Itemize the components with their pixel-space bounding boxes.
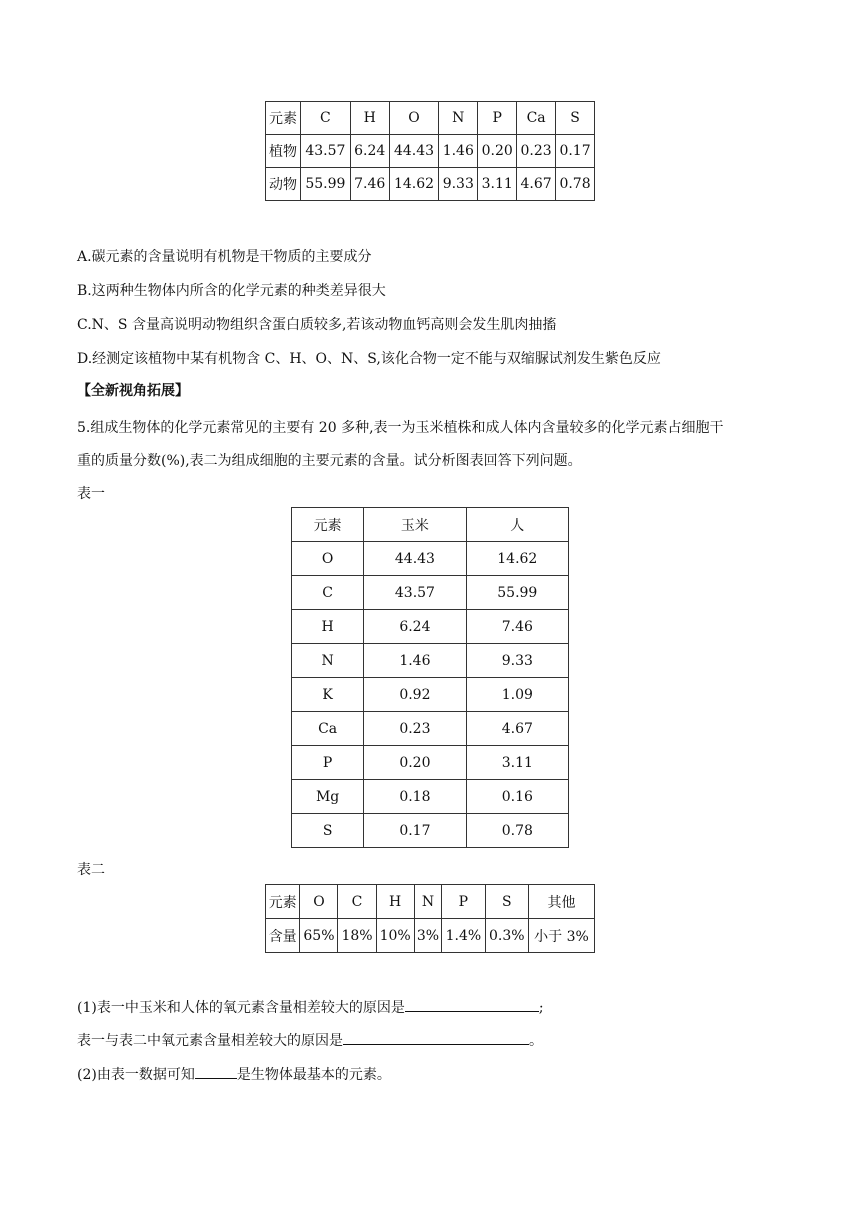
punctuation: 。	[529, 1033, 543, 1049]
table-cell: N	[292, 644, 364, 678]
table-cell: 1.4%	[442, 919, 485, 953]
table-cell: N	[439, 102, 478, 135]
table-row	[292, 678, 569, 712]
table-cell: P	[442, 885, 485, 919]
table-cell: 43.57	[364, 576, 466, 610]
question-text: 是生物体最基本的元素。	[236, 1067, 391, 1083]
table-cell: O	[389, 102, 439, 135]
table-cell: C	[338, 885, 376, 919]
table-cell: 4.67	[466, 712, 568, 746]
table-row	[292, 712, 569, 746]
table-cell: 植物	[266, 135, 301, 168]
table-cell: 4.67	[517, 168, 556, 201]
table-cell: K	[292, 678, 364, 712]
table-cell: 9.33	[466, 644, 568, 678]
question-1-part-b	[77, 1030, 543, 1051]
table-header-row	[266, 102, 595, 135]
table-cell: 10%	[376, 919, 414, 953]
table-row	[266, 135, 595, 168]
table-cell: 9.33	[439, 168, 478, 201]
table-cell: H	[292, 610, 364, 644]
table-cell: 动物	[266, 168, 301, 201]
question-1-part-a	[77, 997, 544, 1018]
question-text: (1)表一中玉米和人体的氧元素含量相差较大的原因是	[77, 1000, 405, 1016]
table-cell: O	[292, 542, 364, 576]
table-cell: S	[292, 814, 364, 848]
section-title: 【全新视角拓展】	[77, 383, 189, 399]
question-5-line-2: 重的质量分数(%),表二为组成细胞的主要元素的含量。试分析图表回答下列问题。	[77, 453, 582, 469]
element-table-plant-animal	[265, 101, 595, 201]
table-cell: 0.18	[364, 780, 466, 814]
element-table-corn-human	[291, 507, 569, 848]
question-5-line-1: 5.组成生物体的化学元素常见的主要有 20 多种,表一为玉米植株和成人体内含量较多的化学元素占细胞干	[77, 420, 724, 436]
table-cell: N	[414, 885, 442, 919]
question-text: (2)由表一数据可知	[77, 1067, 195, 1083]
table-2-caption: 表二	[77, 862, 105, 878]
element-content-table	[265, 884, 595, 953]
table-cell: O	[300, 885, 338, 919]
table-cell: 0.23	[517, 135, 556, 168]
table-row	[266, 168, 595, 201]
answer-blank[interactable]	[195, 1064, 237, 1079]
table-cell: 含量	[266, 919, 300, 953]
table-cell: 小于 3%	[528, 919, 594, 953]
option-a: A.碳元素的含量说明有机物是干物质的主要成分	[77, 249, 372, 265]
table-cell: 玉米	[364, 508, 466, 542]
table-cell: H	[376, 885, 414, 919]
option-b: B.这两种生物体内所含的化学元素的种类差异很大	[77, 283, 386, 299]
table-header-row	[266, 885, 595, 919]
table-cell: 6.24	[364, 610, 466, 644]
table-cell: 0.20	[478, 135, 517, 168]
table-cell: 元素	[292, 508, 364, 542]
table-cell: 0.92	[364, 678, 466, 712]
table-cell: 1.46	[364, 644, 466, 678]
table-cell: 7.46	[466, 610, 568, 644]
table-cell: 1.46	[439, 135, 478, 168]
table-cell: C	[301, 102, 351, 135]
table-cell: 0.17	[556, 135, 595, 168]
table-cell: P	[292, 746, 364, 780]
table-cell: 14.62	[389, 168, 439, 201]
table-cell: 55.99	[301, 168, 351, 201]
table-cell: S	[556, 102, 595, 135]
table-cell: P	[478, 102, 517, 135]
table-cell: Mg	[292, 780, 364, 814]
table-cell: 人	[466, 508, 568, 542]
table-cell: 元素	[266, 102, 301, 135]
table-cell: Ca	[292, 712, 364, 746]
table-cell: 0.20	[364, 746, 466, 780]
table-cell: 0.17	[364, 814, 466, 848]
table-cell: 0.16	[466, 780, 568, 814]
option-d: D.经测定该植物中某有机物含 C、H、O、N、S,该化合物一定不能与双缩脲试剂发生紫色反应	[77, 351, 661, 367]
table-cell: 0.78	[556, 168, 595, 201]
table-cell: 44.43	[389, 135, 439, 168]
question-2	[77, 1064, 391, 1085]
table-header-row	[292, 508, 569, 542]
table-row	[292, 542, 569, 576]
table-row	[292, 780, 569, 814]
table-1-caption: 表一	[77, 486, 105, 502]
table-cell: 7.46	[350, 168, 389, 201]
answer-blank[interactable]	[343, 1030, 529, 1045]
table-cell: 元素	[266, 885, 300, 919]
table-cell: 0.3%	[485, 919, 528, 953]
table-cell: 0.78	[466, 814, 568, 848]
table-cell: 0.23	[364, 712, 466, 746]
table-cell: 6.24	[350, 135, 389, 168]
table-cell: H	[350, 102, 389, 135]
question-text: 表一与表二中氧元素含量相差较大的原因是	[77, 1033, 343, 1049]
table-row	[292, 610, 569, 644]
table-row	[292, 746, 569, 780]
table-cell: 其他	[528, 885, 594, 919]
table-row	[292, 644, 569, 678]
table-cell: C	[292, 576, 364, 610]
table-cell: 44.43	[364, 542, 466, 576]
table-cell: 3%	[414, 919, 442, 953]
table-cell: 65%	[300, 919, 338, 953]
table-row	[266, 919, 595, 953]
option-c: C.N、S 含量高说明动物组织含蛋白质较多,若该动物血钙高则会发生肌肉抽搐	[77, 317, 557, 333]
table-cell: 18%	[338, 919, 376, 953]
table-cell: 55.99	[466, 576, 568, 610]
answer-blank[interactable]	[405, 997, 539, 1012]
table-cell: 3.11	[466, 746, 568, 780]
table-cell: 1.09	[466, 678, 568, 712]
punctuation: ;	[538, 1000, 544, 1016]
table-row	[292, 814, 569, 848]
table-row	[292, 576, 569, 610]
table-cell: Ca	[517, 102, 556, 135]
table-cell: 43.57	[301, 135, 351, 168]
table-cell: 14.62	[466, 542, 568, 576]
table-cell: 3.11	[478, 168, 517, 201]
table-cell: S	[485, 885, 528, 919]
